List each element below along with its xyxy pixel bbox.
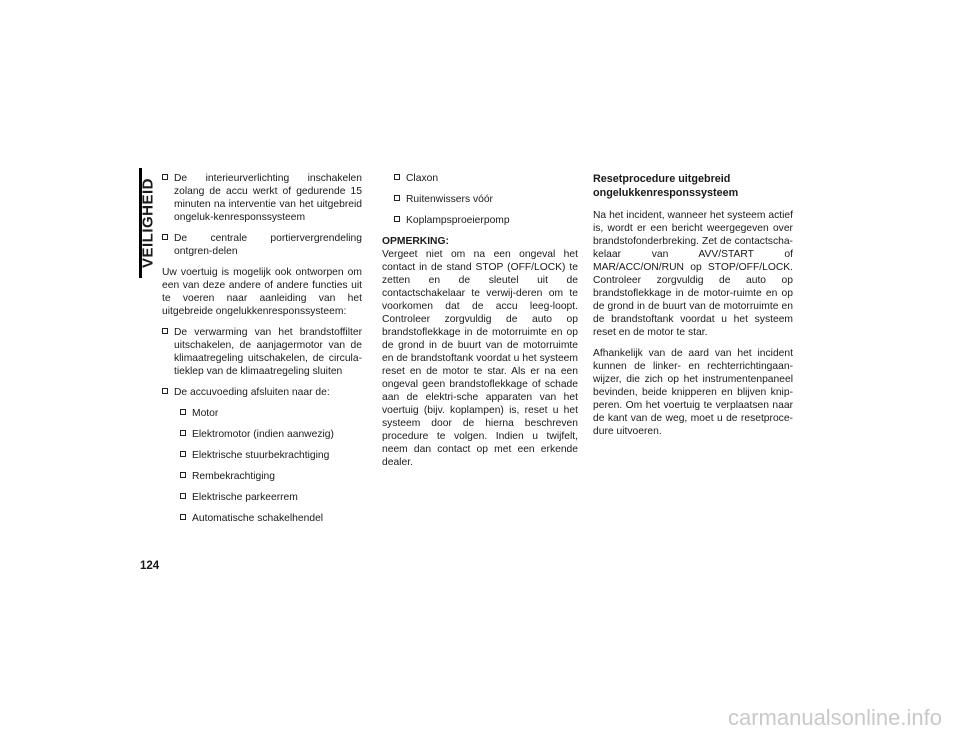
section-tab (137, 168, 157, 278)
checkbox-square-icon (162, 328, 168, 334)
checkbox-square-icon (162, 388, 168, 394)
checkbox-square-icon (180, 472, 186, 478)
sub-list-item (180, 407, 362, 420)
column-2 (382, 172, 578, 477)
note-title: OPMERKING: (382, 236, 449, 247)
watermark-footer: carmanualsonline.info (727, 705, 942, 730)
sub-list-item-text: Elektrische parkeerrem (192, 492, 298, 503)
checkbox-square-icon (394, 195, 400, 201)
sub-list-item (180, 449, 362, 462)
checkbox-square-icon (162, 174, 168, 180)
paragraph: Afhankelijk van de aard van het incident kunnen de linker- en rechterrichtingaan-wijzer, die zich op het instrumentenpaneel bevinden, beide knipperen en blijven knip-peren. Om het voertuig te verplaatsen naar de kant van de weg, moet u de resetproce-dure uitvoeren. (593, 348, 793, 437)
sub-list-item-text: Koplampsproeierpomp (406, 215, 510, 226)
checkbox-square-icon (180, 451, 186, 457)
sub-list-item-text: Ruitenwissers vóór (406, 194, 493, 205)
list-item-text: De centrale portiervergrendeling ontgren-delen (174, 233, 362, 257)
sub-list-item (180, 470, 362, 483)
checkbox-square-icon (180, 493, 186, 499)
list-item (162, 232, 362, 258)
sub-list-item (180, 512, 362, 525)
list-item (162, 326, 362, 378)
sub-list-item-text: Motor (192, 408, 219, 419)
sub-list-item-text: Elektrische stuurbekrachtiging (192, 450, 330, 461)
list-item-text: De verwarming van het brandstoffilter uitschakelen, de aanjagermotor van de klimaatregeling uitschakelen, de circula-tieklep van de klimaatregeling sluiten (174, 327, 362, 377)
section-heading-line: ongelukkenresponssysteem (593, 187, 739, 199)
sub-list-item-text: Automatische schakelhendel (192, 513, 324, 524)
list-item-text: De interieurverlichting inschakelen zolang de accu werkt of gedurende 15 minuten na interventie van het uitgebreid ongeluk-kenresponssysteem (174, 173, 362, 223)
page-number: 124 (140, 560, 160, 572)
note-text: Vergeet niet om na een ongeval het contact in de stand STOP (OFF/LOCK) te zetten en de sleutel uit de contactschakelaar te verwij-deren om te voorkomen dat de accu leeg-loopt. Controleer zorgvuldig de auto op brandstoflekkage in de motorruimte en op de grond in de buurt van de motorruimte en de brandstoftank voordat u het systeem reset en de motor te star. Als er na een ongeval geen brandstoflekkage of schade aan de elektri-sche apparaten van het voertuig (bijv. koplampen) is, reset u het systeem door de hierna beschreven procedure te volgen. Indien u twijfelt, neem dan contact op met een erkende dealer. (382, 249, 578, 468)
section-heading-line: Resetprocedure uitgebreid (593, 173, 731, 185)
checkbox-square-icon (180, 409, 186, 415)
sub-list-item (180, 491, 362, 504)
checkbox-square-icon (180, 430, 186, 436)
column-1 (162, 172, 362, 533)
sub-list-item (180, 428, 362, 441)
sub-list-item (394, 214, 578, 227)
sub-list-item (394, 172, 578, 185)
intro-paragraph: Uw voertuig is mogelijk ook ontworpen om een van deze andere of andere functies uit te voeren naar aanleiding van het uitgebreide ongelukkenresponssysteem: (162, 267, 362, 317)
list-item (162, 386, 362, 399)
sub-list-item-text: Elektromotor (indien aanwezig) (192, 429, 334, 440)
sub-list-item-text: Claxon (406, 173, 439, 184)
list-item (162, 172, 362, 224)
list-item-text: De accuvoeding afsluiten naar de: (174, 387, 330, 398)
checkbox-square-icon (394, 216, 400, 222)
sub-list-item (394, 193, 578, 206)
checkbox-square-icon (394, 174, 400, 180)
section-tab-label: VEILIGHEID (139, 177, 157, 269)
paragraph: Na het incident, wanneer het systeem actief is, wordt er een bericht weergegeven over brandstofonderbreking. Zet de contactscha-kelaar van AVV/START of MAR/ACC/ON/RUN op STOP/OFF/LOCK. Controleer zorgvuldig de auto op brandstoflekkage in de motor-ruimte en op de grond in de buurt van de motorruimte en de brandstoftank voordat u het systeem reset en de motor te star. (593, 210, 793, 338)
column-3 (593, 172, 793, 446)
section-heading (593, 172, 793, 200)
checkbox-square-icon (162, 234, 168, 240)
checkbox-square-icon (180, 514, 186, 520)
sub-list-item-text: Rembekrachtiging (192, 471, 275, 482)
